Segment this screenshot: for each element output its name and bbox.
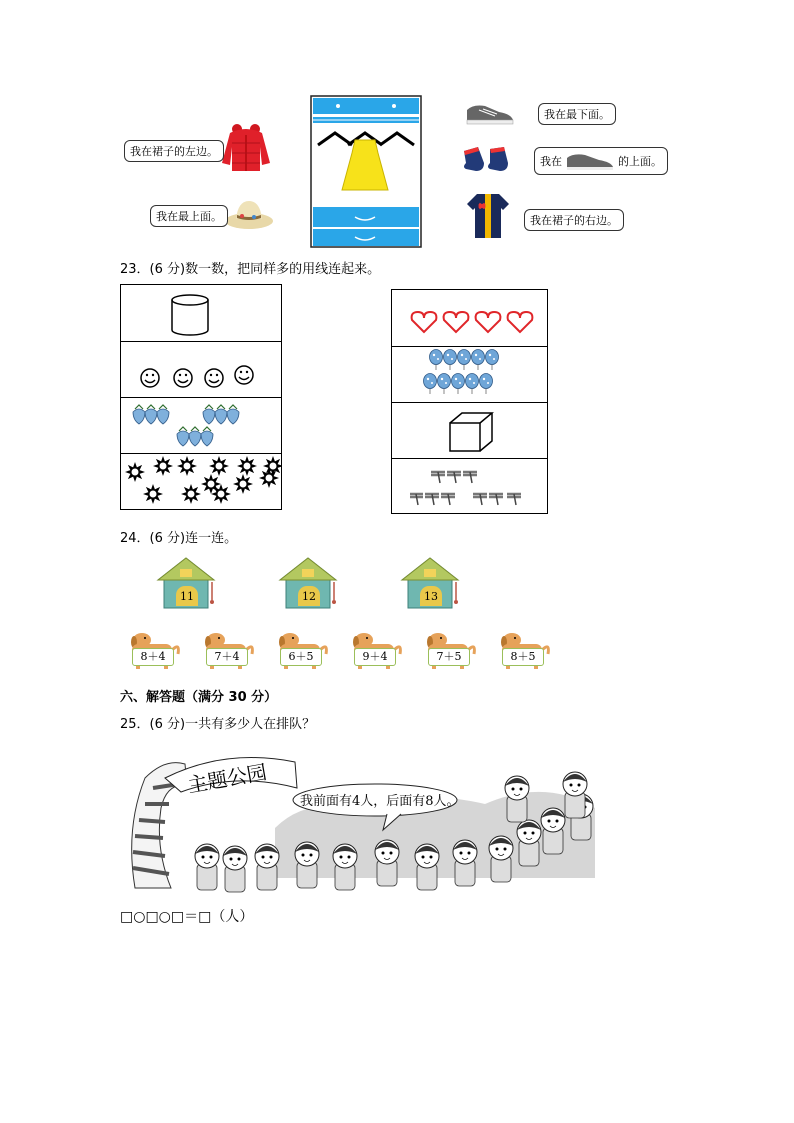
balloon-icon <box>430 350 443 371</box>
row-suns <box>121 453 281 511</box>
child-figure <box>255 844 279 890</box>
dog-expression: 7＋5 <box>428 648 470 666</box>
bubble-text: 我在最上面。 <box>156 210 222 223</box>
house-13 <box>400 556 460 612</box>
dog-expression: 6＋5 <box>280 648 322 666</box>
row-cylinder <box>121 285 281 342</box>
dragonfly-icon <box>441 494 455 505</box>
sun-icon <box>177 456 197 476</box>
bubble-top <box>150 205 228 227</box>
bubble-left-of-skirt <box>124 140 224 162</box>
bubble-text: 我在最下面。 <box>544 108 610 121</box>
balloon-icon <box>452 374 465 395</box>
balloon-icon <box>458 350 471 371</box>
dog-expression: 8＋4 <box>132 648 174 666</box>
wardrobe-scene <box>120 95 670 250</box>
dragonfly-icon <box>473 494 487 505</box>
sun-icon <box>209 456 229 476</box>
straw-hat-icon <box>224 197 274 231</box>
child-figure <box>223 846 247 892</box>
dog-card <box>200 632 254 670</box>
sun-icon <box>143 484 163 504</box>
child-figure <box>517 820 541 866</box>
child-figure <box>333 844 357 890</box>
house-11 <box>156 556 216 612</box>
sun-icon <box>125 462 145 482</box>
heart-icon <box>444 312 469 332</box>
row-hearts <box>392 290 547 346</box>
row-strawberries <box>121 397 281 453</box>
child-figure <box>541 808 565 854</box>
child-figure <box>489 836 513 882</box>
socks-icon <box>460 143 515 177</box>
sun-icon <box>153 456 173 476</box>
balloon-icon <box>438 374 451 395</box>
speech-text: 我前面有4人，后面有8人。 <box>300 794 460 809</box>
balloon-icon <box>480 374 493 395</box>
smiley-icons <box>139 364 259 390</box>
dragonfly-icon <box>425 494 439 505</box>
shirt-icon <box>465 190 511 240</box>
balloon-icons <box>420 349 510 401</box>
bubble-text-pre: 我在 <box>540 155 562 168</box>
dog-card <box>422 632 476 670</box>
strawberry-icon <box>201 427 213 446</box>
dragonfly-icons <box>410 465 535 511</box>
house-number: 12 <box>298 586 320 606</box>
strawberry-icon <box>133 405 145 424</box>
strawberry-icon <box>145 405 157 424</box>
balloon-icon <box>444 350 457 371</box>
q23-title: 23．(6 分)数一数，把同样多的用线连起来。 <box>120 262 381 277</box>
bubble-above-shoe <box>534 147 668 175</box>
dog-card <box>348 632 402 670</box>
heart-icon <box>476 312 501 332</box>
bubble-text: 我在裙子的右边。 <box>530 214 618 227</box>
q25-title: 25．(6 分)一共有多少人在排队？ <box>120 717 316 732</box>
red-jacket-icon <box>220 123 272 173</box>
dragonfly-icon <box>463 472 477 483</box>
section-6-title: 六、解答题（满分 30 分） <box>120 690 278 705</box>
bubble-bottom <box>538 103 616 125</box>
sneaker-icon <box>465 100 515 126</box>
balloon-icon <box>472 350 485 371</box>
dog-card <box>496 632 550 670</box>
heart-icon <box>508 312 533 332</box>
sun-icon <box>237 456 257 476</box>
row-cube <box>392 402 547 458</box>
child-figure <box>453 840 477 886</box>
child-figure <box>505 776 529 822</box>
dog-card <box>274 632 328 670</box>
dragonfly-icon <box>431 472 445 483</box>
row-smileys <box>121 341 281 397</box>
cube-icon <box>448 411 494 453</box>
dog-expression: 7＋4 <box>206 648 248 666</box>
sun-icon <box>201 474 221 494</box>
dragonfly-icon <box>489 494 503 505</box>
bubble-right-of-skirt <box>524 209 624 231</box>
strawberry-icon <box>215 405 227 424</box>
cylinder-icon <box>169 293 211 337</box>
q24-title: 24．(6 分)连一连。 <box>120 531 238 546</box>
dog-card <box>126 632 180 670</box>
house-12 <box>278 556 338 612</box>
strawberry-icon <box>227 405 239 424</box>
house-number: 13 <box>420 586 442 606</box>
sun-icon <box>233 474 253 494</box>
strawberry-icon <box>177 427 189 446</box>
strawberry-icons <box>131 404 271 450</box>
gate-sign-text: 主题公园 <box>185 759 269 798</box>
q23-right-table <box>391 289 548 514</box>
child-figure <box>415 844 439 890</box>
q23-left-table <box>120 284 282 510</box>
balloon-icon <box>424 374 437 395</box>
queue-illustration <box>125 748 605 896</box>
row-dragonflies <box>392 458 547 515</box>
dragonfly-icon <box>507 494 521 505</box>
house-number: 11 <box>176 586 198 606</box>
strawberry-icon <box>189 427 201 446</box>
child-figure <box>195 844 219 890</box>
child-figure <box>375 840 399 886</box>
sun-icons <box>123 456 281 508</box>
heart-icons <box>410 310 536 336</box>
strawberry-icon <box>157 405 169 424</box>
bubble-text: 我在裙子的左边。 <box>130 145 218 158</box>
q25-answer-template: □○□○□＝□（人） <box>120 909 254 925</box>
dog-expression: 9＋4 <box>354 648 396 666</box>
sneaker-small-icon <box>565 150 615 172</box>
balloon-icon <box>486 350 499 371</box>
bubble-text-post: 的上面。 <box>618 155 662 168</box>
wardrobe-icon <box>310 95 422 248</box>
balloon-icon <box>466 374 479 395</box>
dragonfly-icon <box>447 472 461 483</box>
row-balloons <box>392 346 547 402</box>
sun-icon <box>181 484 201 504</box>
child-figure <box>563 772 587 818</box>
heart-icon <box>412 312 437 332</box>
dragonfly-icon <box>410 494 423 505</box>
dog-expression: 8＋5 <box>502 648 544 666</box>
strawberry-icon <box>203 405 215 424</box>
child-figure <box>295 842 319 888</box>
